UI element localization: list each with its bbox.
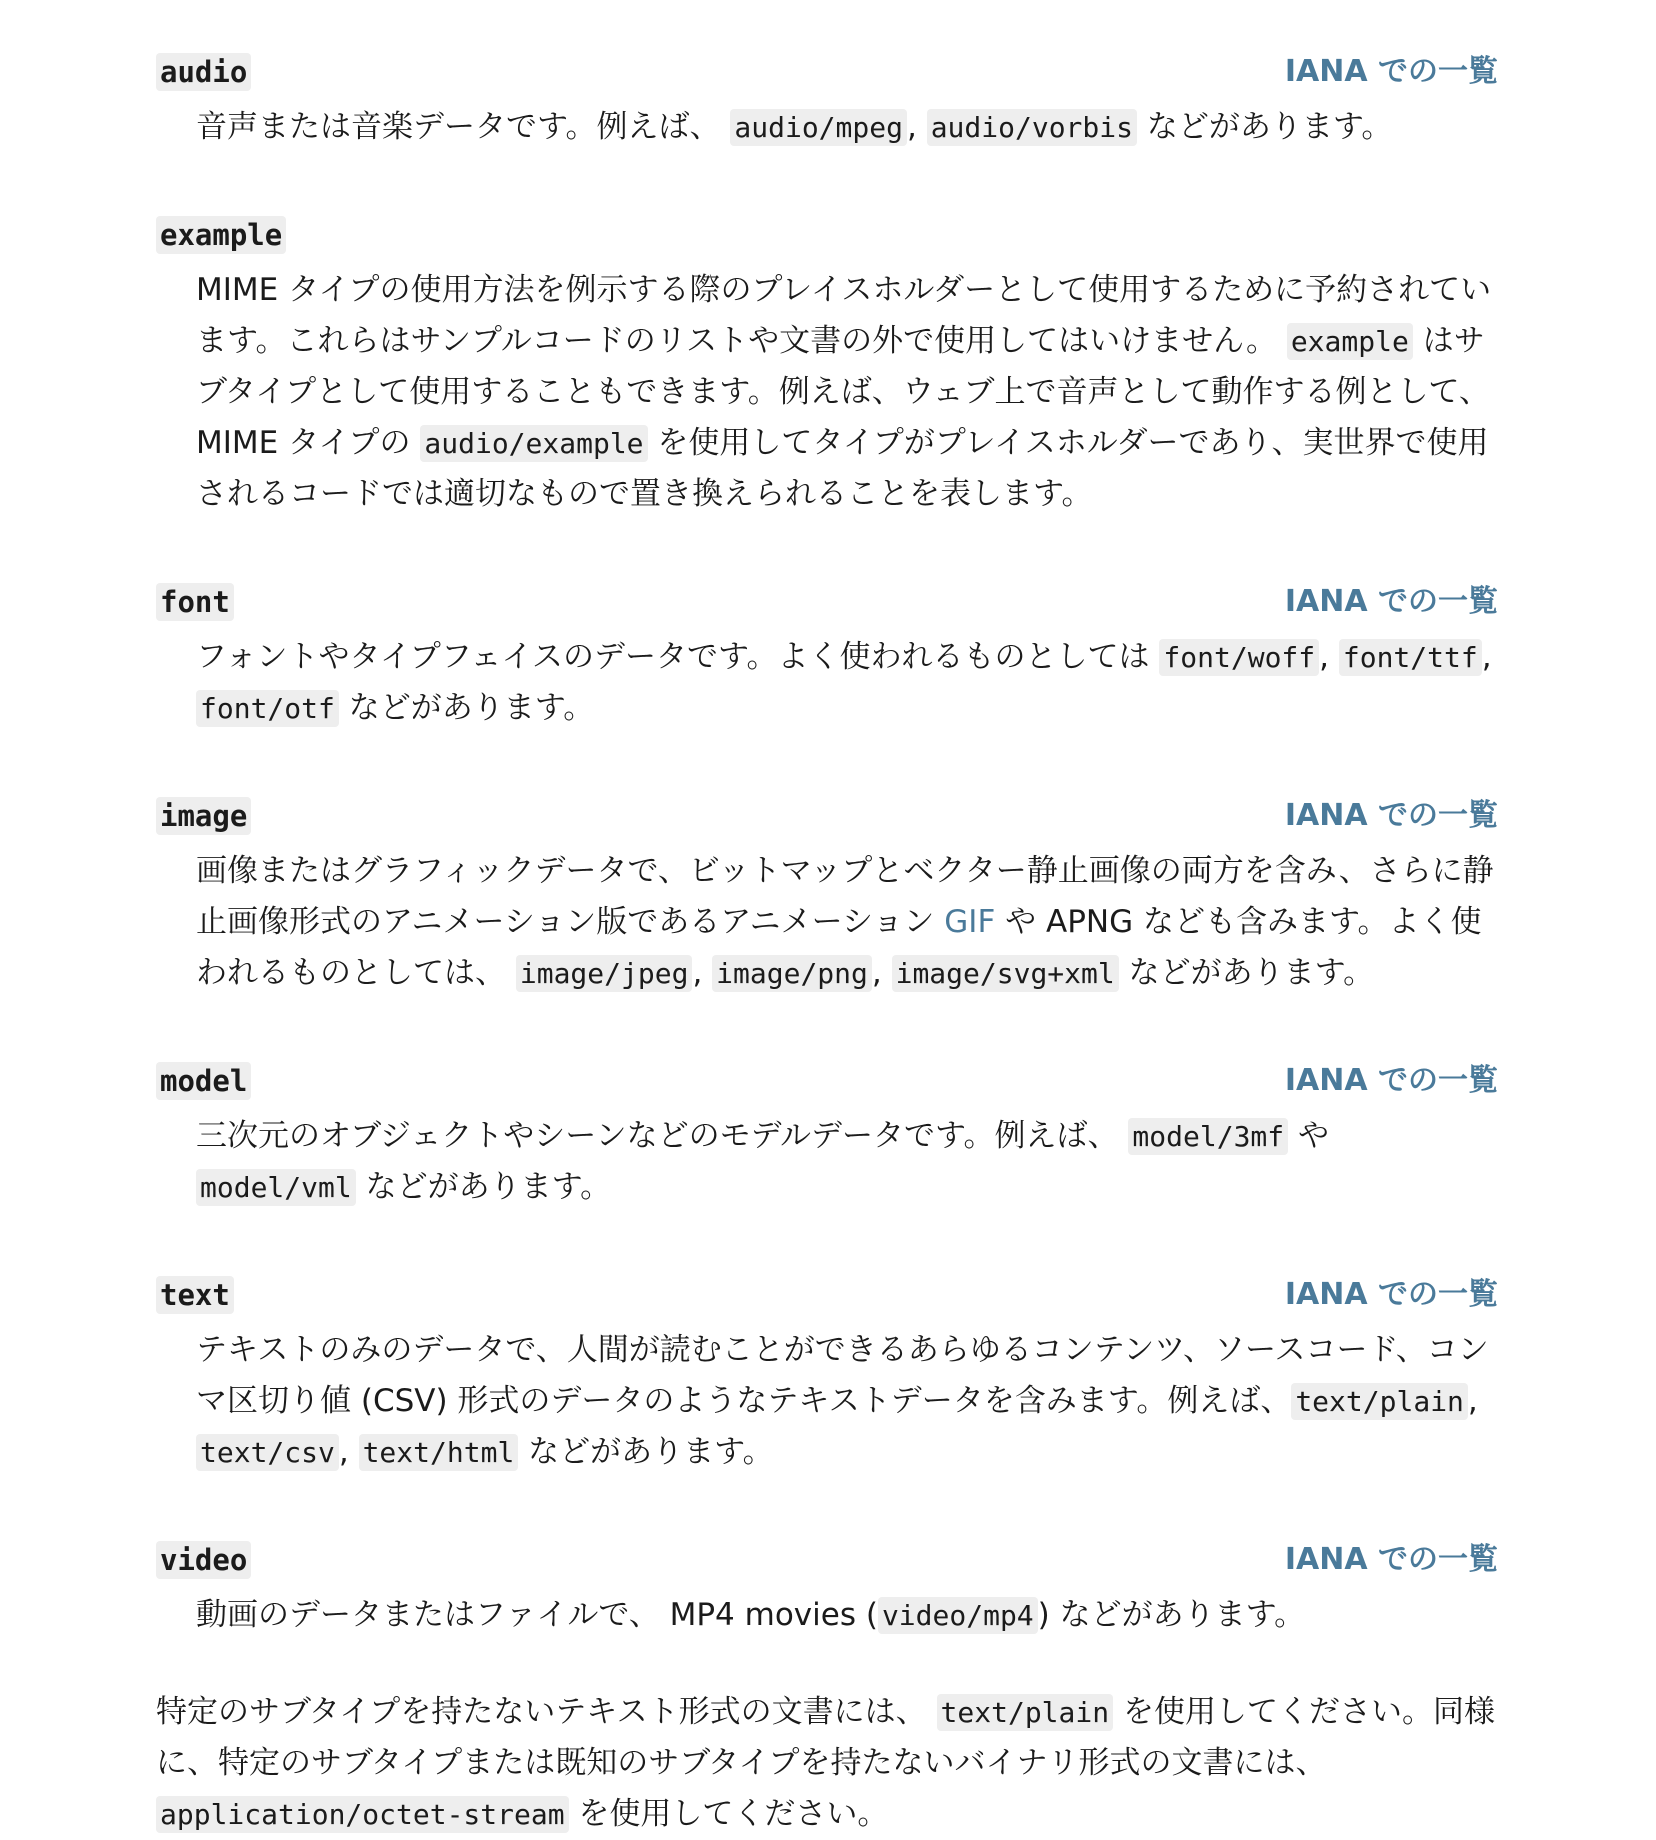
inline-code: application/octet-stream: [156, 1796, 569, 1833]
inline-code: text/plain: [1291, 1383, 1468, 1420]
term-code: video: [156, 1541, 251, 1579]
entry-video: [156, 1540, 1498, 1641]
entry-model: [156, 1061, 1498, 1213]
inline-code: image/png: [712, 955, 872, 992]
inline-code: audio/mpeg: [730, 109, 907, 146]
description-text: MIME タイプの使用方法を例示する際のプレイスホルダーとして使用するために予約されています。これらはサンプルコードのリストや文書の外で使用してはいけません。: [196, 272, 1492, 359]
separator: ,: [1481, 639, 1492, 675]
entry-text: [156, 1275, 1498, 1478]
term-code: image: [156, 797, 251, 835]
entry-head: [156, 52, 1498, 98]
entry-head: [156, 215, 1498, 261]
separator: ,: [1467, 1383, 1478, 1419]
term-code: text: [156, 1276, 234, 1314]
description-text: などがあります。: [518, 1434, 774, 1470]
inline-code: audio/example: [420, 425, 647, 462]
paragraph-text: を使用してください。同様に、特定のサブタイプまたは既知のサブタイプを持たないバイナリ形式の文書には、: [156, 1694, 1495, 1781]
description-text: テキストのみのデータで、人間が読むことができるあらゆるコンテンツ、ソースコード、コンマ区切り値 (CSV) 形式のデータのようなテキストデータを含みます。例えば、: [196, 1332, 1489, 1419]
inline-code: image/svg+xml: [892, 955, 1119, 992]
description-text: ) などがあります。: [1037, 1597, 1306, 1633]
inline-code: text/html: [359, 1434, 519, 1471]
iana-list-link-font[interactable]: IANA での一覧: [1284, 584, 1498, 619]
term-code: audio: [156, 53, 251, 91]
paragraph-text: を使用してください。: [568, 1796, 889, 1832]
description-image: [196, 846, 1498, 999]
description-text: [196, 1325, 1498, 1478]
entry-example: [156, 215, 1498, 520]
entry-audio: [156, 52, 1498, 153]
term-font: [156, 582, 234, 622]
iana-list-link-image[interactable]: IANA での一覧: [1284, 798, 1498, 833]
inline-code: image/jpeg: [516, 955, 693, 992]
separator: ,: [871, 955, 892, 991]
entry-head: [156, 796, 1498, 842]
description-model: [196, 1111, 1498, 1213]
entry-image: [156, 796, 1498, 999]
entry-head: [156, 1275, 1498, 1321]
term-image: [156, 796, 251, 836]
description-text: 音声または音楽データです。例えば、: [196, 109, 721, 145]
term-code: example: [156, 216, 286, 254]
inline-code: model/3mf: [1128, 1118, 1288, 1155]
description-text: などがあります。: [355, 1169, 612, 1205]
description-audio: [196, 102, 1498, 153]
entry-head: [156, 582, 1498, 628]
description-video: [196, 1590, 1498, 1641]
description-text: などがあります。: [1118, 955, 1375, 991]
inline-code: text/csv: [196, 1434, 339, 1471]
description-text: や: [1288, 1118, 1329, 1154]
description-text: や APNG なども含みます。よく使われるものとしては、: [196, 904, 1482, 991]
description-text: 画像またはグラフィックデータで、ビットマップとベクター静止画像の両方を含み、さらに静止画像形式のアニメーション版であるアニメーション: [196, 853, 1494, 940]
description-text: などがあります。: [338, 690, 595, 726]
description-text: フォントやタイプフェイスのデータです。よく使われるものとしては: [196, 639, 1160, 675]
inline-code: text/plain: [937, 1694, 1114, 1731]
inline-code: font/ttf: [1339, 639, 1482, 676]
term-model: [156, 1061, 251, 1101]
term-video: [156, 1540, 251, 1580]
entry-font: [156, 582, 1498, 734]
term-text: [156, 1275, 234, 1315]
term-code: font: [156, 583, 234, 621]
mime-type-list: [156, 52, 1498, 1641]
description-text: はサブタイプとして使用することもできます。例えば、ウェブ上で音声として動作する例として、 MIME タイプの: [196, 323, 1490, 461]
paragraph-text: 特定のサブタイプを持たないテキスト形式の文書には、: [156, 1694, 927, 1730]
term-audio: [156, 52, 251, 92]
iana-list-link-text[interactable]: IANA での一覧: [1284, 1277, 1498, 1312]
inline-code: example: [1287, 323, 1413, 360]
separator: ,: [338, 1434, 359, 1470]
description-font: [196, 632, 1498, 734]
inline-code: font/woff: [1159, 639, 1319, 676]
iana-list-link-audio[interactable]: IANA での一覧: [1284, 54, 1498, 89]
entry-head: [156, 1061, 1498, 1107]
separator: ,: [692, 955, 713, 991]
inline-code: video/mp4: [878, 1597, 1038, 1634]
description-text: を使用してタイプがプレイスホルダーであり、実世界で使用されるコードでは適切なもので置き換えられることを表します。: [196, 425, 1489, 512]
description-text: 動画のデータまたはファイルで、 MP4 movies (: [196, 1597, 878, 1633]
iana-list-link-model[interactable]: IANA での一覧: [1284, 1063, 1498, 1098]
term-example: [156, 215, 286, 255]
description-text: などがあります。: [1136, 109, 1393, 145]
gif-link[interactable]: GIF: [944, 904, 996, 940]
inline-code: model/vml: [196, 1169, 356, 1206]
inline-code: font/otf: [196, 690, 339, 727]
description-example: [196, 265, 1498, 520]
fallback-paragraph: [156, 1687, 1498, 1840]
separator: ,: [906, 109, 927, 145]
entry-head: [156, 1540, 1498, 1586]
term-code: model: [156, 1062, 251, 1100]
main-content: [156, 52, 1498, 1840]
iana-list-link-video[interactable]: IANA での一覧: [1284, 1542, 1498, 1577]
inline-code: audio/vorbis: [927, 109, 1137, 146]
separator: ,: [1319, 639, 1339, 675]
description-text: 三次元のオブジェクトやシーンなどのモデルデータです。例えば、: [196, 1118, 1119, 1154]
